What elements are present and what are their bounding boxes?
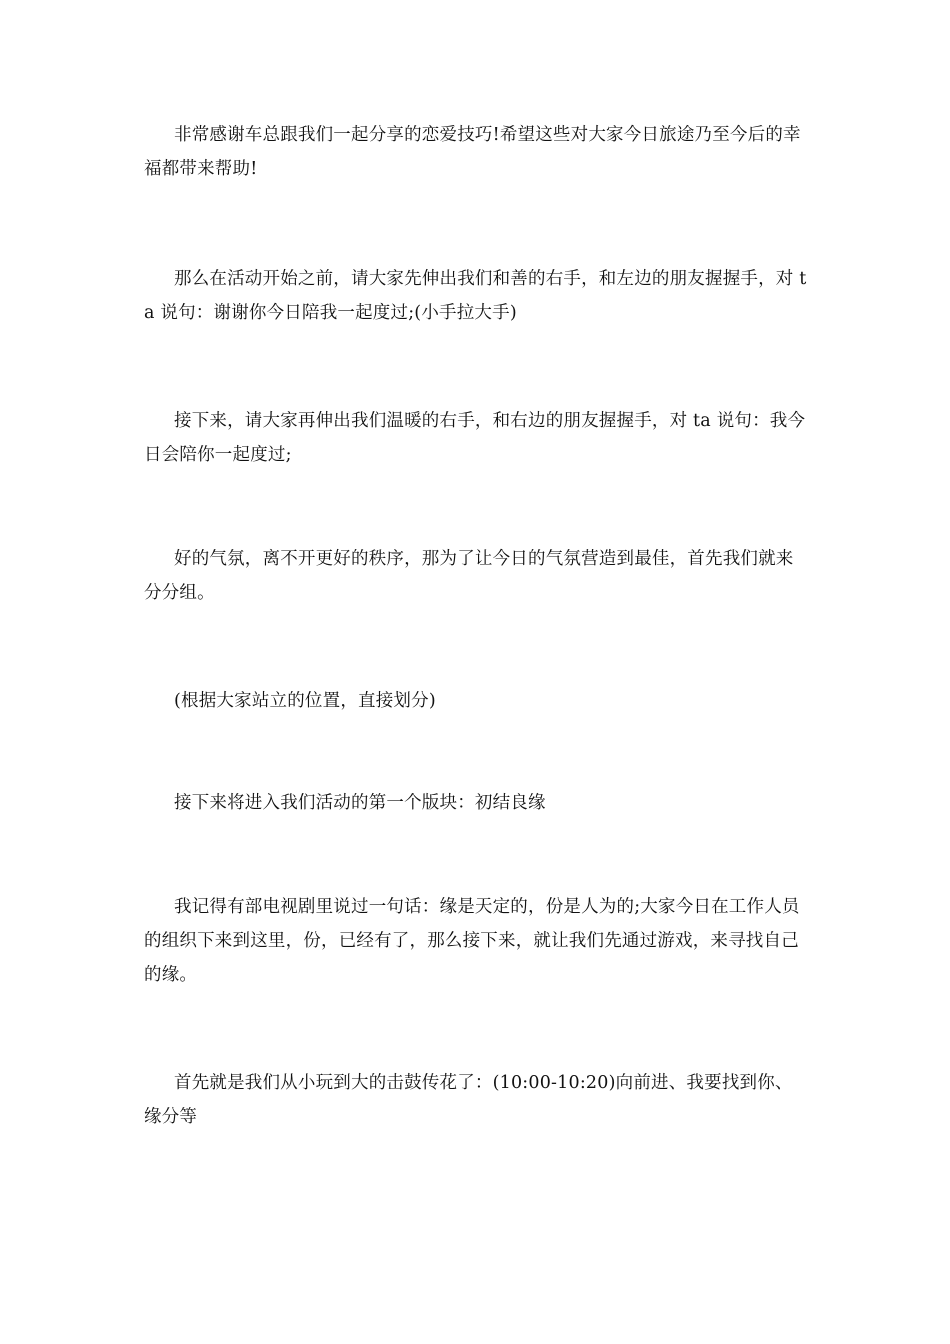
paragraph-handshake-right: 接下来，请大家再伸出我们温暖的右手，和右边的朋友握握手，对 ta 说句：我今日会陪你一起度过; [144,411,806,465]
paragraph-first-section: 接下来将进入我们活动的第一个版块：初结良缘 [174,793,546,813]
paragraph-grouping-note: (根据大家站立的位置，直接划分) [174,691,436,711]
paragraph-thanks: 非常感谢车总跟我们一起分享的恋爱技巧!希望这些对大家今日旅途乃至今后的幸福都带来帮助! [144,125,801,179]
paragraph-first-game: 首先就是我们从小玩到大的击鼓传花了：(10:00-10:20)向前进、我要找到你、缘分等 [144,1073,793,1127]
paragraph-grouping: 好的气氛，离不开更好的秩序，那为了让今日的气氛营造到最佳，首先我们就来分分组。 [144,549,794,603]
paragraph-handshake-left: 那么在活动开始之前，请大家先伸出我们和善的右手，和左边的朋友握握手，对 ta 说句：谢谢你今日陪我一起度过;(小手拉大手) [144,269,807,323]
paragraph-fate-quote: 我记得有部电视剧里说过一句话：缘是天定的，份是人为的;大家今日在工作人员的组织下来到这里，份，已经有了，那么接下来，就让我们先通过游戏，来寻找自己的缘。 [144,897,800,985]
